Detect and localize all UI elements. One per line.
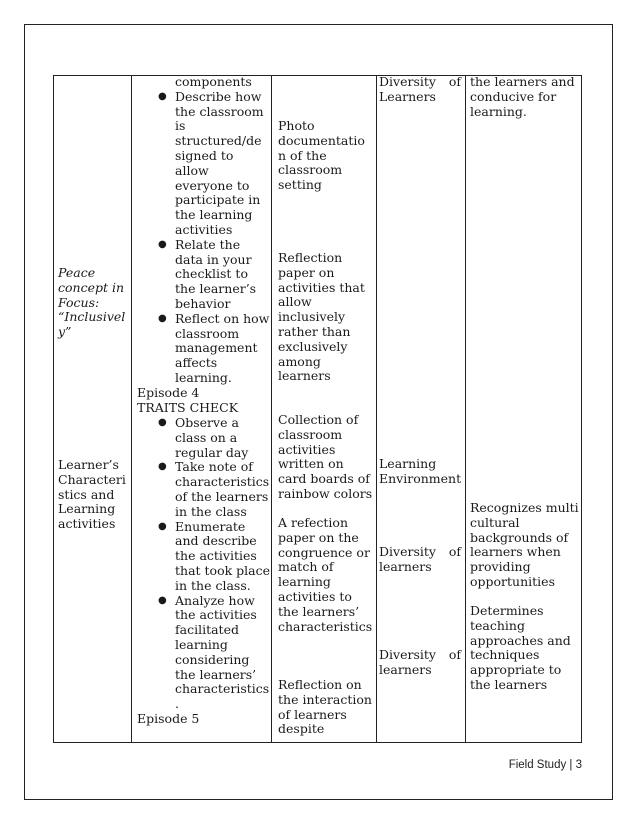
bullet-icon: ● (158, 520, 167, 532)
competency-determines: Determines teaching approaches and techniques appropriate to the learners (470, 603, 571, 692)
episode5-title: Episode 5 (137, 711, 200, 726)
episode4-title: Episode 4 (137, 385, 200, 400)
domain-diversity-3: Diversity of learners (379, 647, 461, 677)
bullet-icon: ● (158, 417, 167, 428)
competency-list-top (158, 74, 271, 386)
column-divider (376, 76, 377, 742)
episode4-subtitle: TRAITS CHECK (137, 400, 239, 415)
bullet-icon: ● (158, 312, 167, 324)
column-divider (271, 76, 272, 742)
continuation-text: components (175, 74, 252, 89)
domain-diversity-1: Diversity of Learners (379, 74, 461, 104)
output-photo-documentation: Photo documentatio n of the classroom setting (278, 118, 365, 193)
list-item: ● Observe a class on a regular day (158, 415, 249, 460)
bullet-icon: ● (158, 461, 167, 473)
page-footer: Field Study | 3 (508, 759, 582, 771)
output-collection-activities: Collection of classroom activities written on card boards of rainbow colors (278, 412, 373, 501)
list-item: ● Relate the data in your checklist to the learner’s behavior (158, 236, 257, 311)
list-item: ● Take note of characteristics of the learners in the class (158, 459, 270, 519)
peace-concept-focus: Peace concept in Focus: “Inclusivel y” (58, 265, 126, 340)
output-reflection-paper: Reflection paper on activities that allow inclusively rather than exclusively among learners (278, 250, 365, 384)
bullet-icon: ● (158, 594, 167, 606)
competency-recognizes: Recognizes multi cultural backgrounds of learners when providing opportunities (470, 500, 579, 589)
domain-learning-environment: Learning Environment (379, 456, 462, 486)
list-item: ● Enumerate and describe the activities that took place in the class. (158, 518, 270, 593)
bullet-icon: ● (158, 90, 167, 102)
list-item: ● Reflect on how classroom management affects learning. (158, 310, 270, 385)
column-divider (131, 76, 132, 742)
competency-top-continuation: the learners and conducive for learning. (470, 74, 575, 119)
episode3-bullet-list (158, 88, 271, 386)
output-reflection-interaction: Reflection on the interaction of learners despite (278, 677, 372, 737)
learners-characteristics-label: Learner’s Characteri stics and Learning activities (58, 457, 126, 532)
episode4-bullet-list (158, 415, 271, 712)
list-item: ● Describe how the classroom is structured/de signed to allow everyone to participate in the learning activities (158, 88, 264, 237)
domain-diversity-2: Diversity of learners (379, 544, 461, 574)
bullet-icon: ● (158, 238, 167, 250)
column-divider (465, 76, 466, 742)
output-refection-paper: A refection paper on the congruence or match of learning activities to the learners’ characteristics (278, 515, 373, 634)
list-item: ● Analyze how the activities facilitated learning considering the learners’ characteristics . (158, 592, 270, 712)
